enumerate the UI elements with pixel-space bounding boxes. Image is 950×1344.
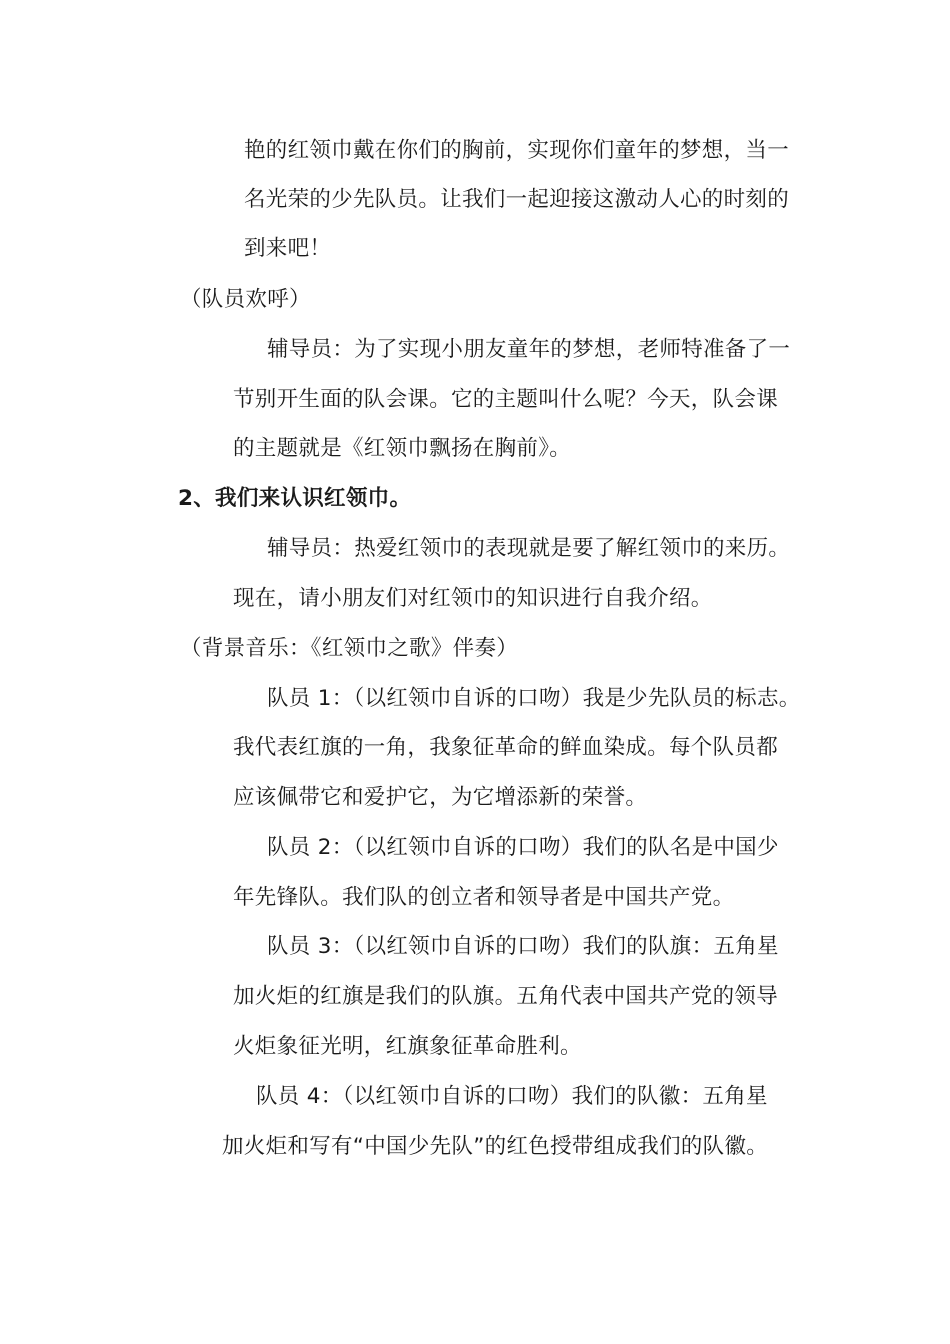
paragraph-line: 我代表红旗的一角，我象征革命的鲜血染成。每个队员都 (233, 735, 779, 760)
paragraph-line: 辅导员：热爱红领巾的表现就是要了解红领巾的来历。 (267, 536, 791, 561)
stage-direction: （背景音乐：《红领巾之歌》伴奏） (180, 636, 519, 661)
paragraph-line: 名光荣的少先队员。让我们一起迎接这激动人心的时刻的 (244, 187, 790, 212)
paragraph-line: 辅导员：为了实现小朋友童年的梦想，老师特准备了一 (267, 337, 791, 362)
paragraph-line: 节别开生面的队会课。它的主题叫什么呢？今天，队会课 (233, 387, 779, 412)
paragraph-line: 年先锋队。我们队的创立者和领导者是中国共产党。 (233, 885, 735, 910)
stage-direction: （队员欢呼） (180, 287, 311, 312)
paragraph-line: 队员 4：（以红领巾自诉的口吻）我们的队徽：五角星 (256, 1084, 768, 1109)
paragraph-line: 加火炬和写有“中国少先队”的红色授带组成我们的队徽。 (222, 1134, 769, 1159)
paragraph-line: 应该佩带它和爱护它，为它增添新的荣誉。 (233, 785, 648, 810)
paragraph-line: 队员 3：（以红领巾自诉的口吻）我们的队旗：五角星 (267, 934, 779, 959)
paragraph-line: 艳的红领巾戴在你们的胸前，实现你们童年的梦想，当一 (244, 138, 790, 163)
paragraph-line: 现在，请小朋友们对红领巾的知识进行自我介绍。 (233, 586, 713, 611)
paragraph-line: 到来吧！ (244, 236, 332, 261)
paragraph-line: 队员 2：（以红领巾自诉的口吻）我们的队名是中国少 (267, 835, 779, 860)
paragraph-line: 火炬象征光明，红旗象征革命胜利。 (233, 1034, 582, 1059)
paragraph-line: 加火炬的红旗是我们的队旗。五角代表中国共产党的领导 (233, 984, 779, 1009)
paragraph-line: 队员 1：（以红领巾自诉的口吻）我是少先队员的标志。 (267, 686, 801, 711)
paragraph-line: 的主题就是《红领巾飘扬在胸前》。 (233, 436, 572, 461)
section-heading: 2、我们来认识红领巾。 (178, 486, 412, 511)
